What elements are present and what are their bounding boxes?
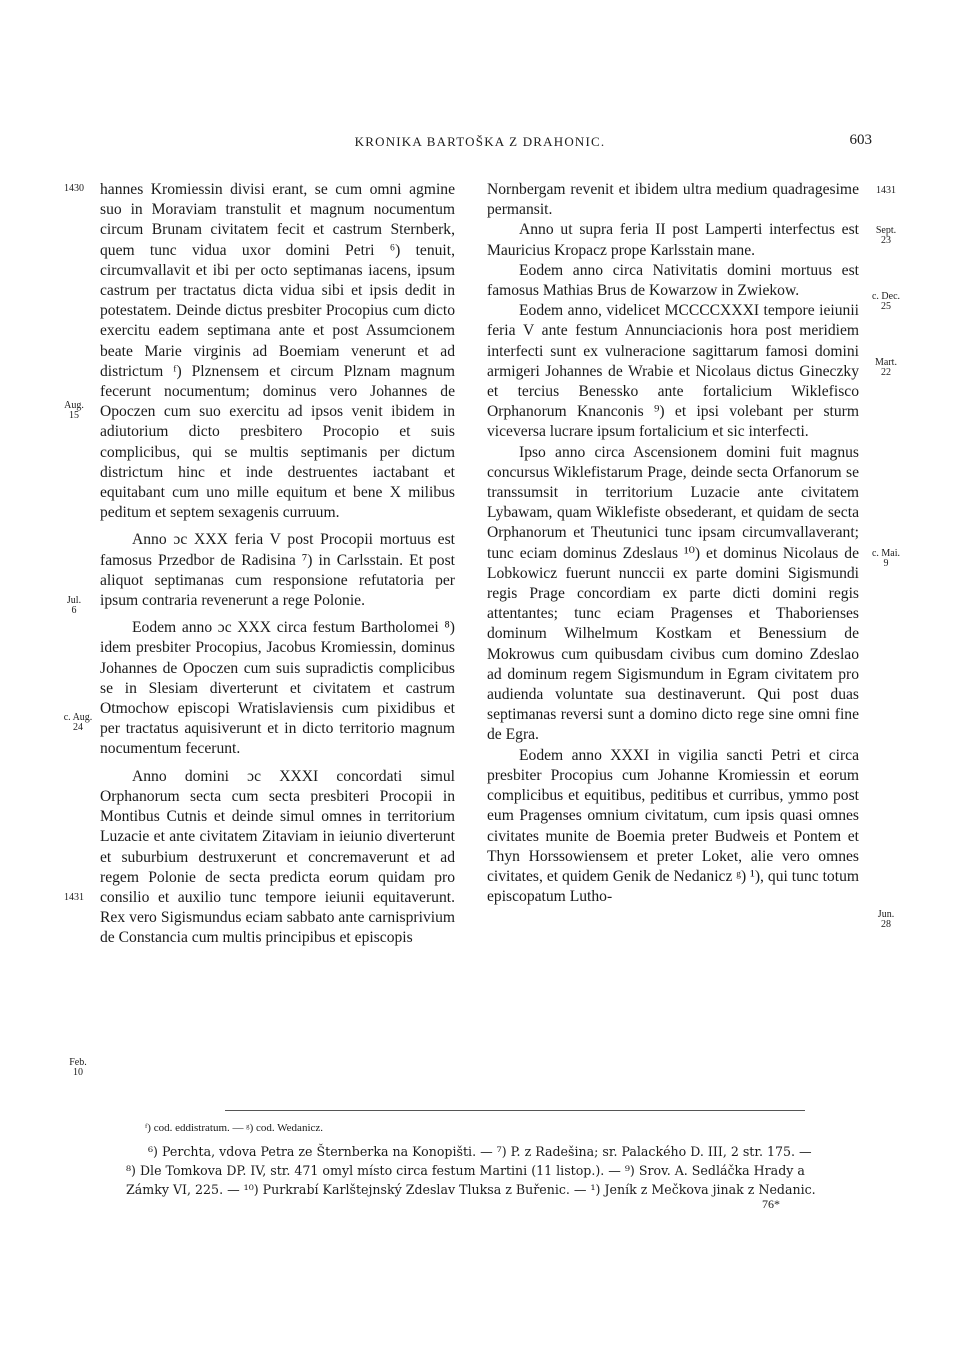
left-paragraph-4: Anno domini ɔc XXXI concordati simul Orphanorum secta cum secta presbiteri Procopii in Montibus Cutnis et deinde simul omnes in territorium Luzacie et ante civitatem Zitaviam in ieiunio diverterunt et suburbium destruxerunt et concremaverunt et ad regem Polonie de secta predicta eorum quidam pro consilio et auxilio tunc tempore ieiunii equitaverunt. Rex vero Sigismundus eciam sabbato ante carnisprivium de Constancia cum multis principibus et episcopis xyxy=(100,767,455,947)
left-paragraph-3: Eodem anno ɔc XXX circa festum Bartholomei ⁸) idem presbiter Procopius, Jacobus Kromiessin, dominus Johannes de Opoczen cum suis supradictis complicibus se in Slesiam diverterunt et civitatem et castrum Otmochow episcopi Wratislaviensis cum pixidibus et per tractatus aquisiverunt et in dicto territorio magnum nocumentum fecerunt. xyxy=(100,619,455,758)
right-paragraph-2: Anno ut supra feria II post Lamperti interfectus est Mauricius Kropacz prope Karlsstain mane. xyxy=(487,221,859,259)
footnote-line: ⁸) Dle Tomkova DP. IV, str. 471 omyl místo circa festum Martini (11 listop.). — ⁹) Srov. A. Sedláčka Hrady a xyxy=(126,1163,805,1178)
right-paragraph-1: Nornbergam revenit et ibidem ultra medium quadragesime permansit. xyxy=(487,181,859,219)
margin-note-left: Aug. 15 xyxy=(64,400,84,421)
right-paragraph-4: Eodem anno, videlicet MCCCCXXXI tempore ieiunii feria V ante festum Annunciacionis hora post meridiem interfecti sunt ex vulneracione sagittarum famosi domini armigeri Johannes de Wrabie et Nicolaus dictus Gineczky et tercius Benessko ante fortalicium Wiklefisco Orphanorum Knanconis ⁹) et ipsi volebant per sturm viceversa lucrare ipsum fortalicium et sic interfecti. xyxy=(487,302,859,441)
margin-note-right: Mart. 22 xyxy=(875,357,897,378)
margin-note-left: Feb. 10 xyxy=(69,1057,87,1078)
left-paragraph-2: Anno ɔc XXX feria V post Procopii mortuus est famosus Przedbor de Radisina ⁷) in Carlsstain. Et post aliquot septimanas cum responsione refutatoria per ipsum contraria revenerunt a rege Polonie. xyxy=(100,531,455,610)
footnote-block xyxy=(126,1142,870,1199)
page-number: 603 xyxy=(849,132,872,148)
margin-note-right: c. Dec. 25 xyxy=(871,291,901,312)
margin-note-left: 1430 xyxy=(64,183,84,194)
margin-note-left: 1431 xyxy=(64,892,84,903)
running-header: KRONIKA BARTOŠKA Z DRAHONIC. xyxy=(354,134,606,149)
right-paragraph-3: Eodem anno circa Nativitatis domini mortuus est famosus Mathias Brus de Kowarzow in Zwiekow. xyxy=(487,261,859,300)
margin-note-right: 1431 xyxy=(876,185,896,196)
signature-mark: 76* xyxy=(762,1197,780,1211)
right-column xyxy=(487,180,859,907)
right-paragraph-6: Eodem anno XXXI in vigilia sancti Petri et circa presbiter Procopius cum Johanne Kromiessin et eorum complicibus et equitibus, peditibus et curribus, ymmo post eum Pragenses omnium civitatum, cum ipsis quasi omnes civitates munite de Boemia preter Budweis et Pontem et Thyn Horssowiensem et preter Loket, alie vero omnes civitates, et quidem Genik de Nedanicz ᵍ) ¹), qui tunc totum episcopatum Lutho- xyxy=(487,746,859,906)
right-paragraph-5: Ipso anno circa Ascensionem domini fuit magnus concursus Wiklefistarum Prage, deinde secta Orfanorum se transsumsit in territorium Luzacie ante civitatem Lybawam, quam Wiklefiste obsederant, et quidam de secta Orphanorum et Theutunici tunc ipsam circumvallaverant; tunc eciam dominus Zdeslaus ¹⁰) et dominus Nicolaus de Lobkowicz fuerunt nunccii ex parte domini Sigismundi regis Prage concordiam ex parte dicti domini regis attentantes; tunc eciam Pragenses et Thaborienses dominum Wilhelmum Kostkam et Benessium de Mokrowus cum quibusdam civibus cum domino Zdeslao ad dominum regem Sigismundum in Egram civitatem pro audienda voluntate sua destinaverunt. Qui post duas septimanas reversi sunt a domino dicto rege sine omni fine de Egra. xyxy=(487,443,859,744)
footnote-line: Zámky VI, 225. — ¹⁰) Purkrabí Karlštejnský Zdeslav Tluksa z Buřenic. — ¹) Jeník z Mečkova jinak z Nedanic. xyxy=(126,1182,816,1197)
margin-note-right: Sept. 23 xyxy=(875,225,897,246)
footnote-line: ⁶) Perchta, vdova Petra ze Šternberka na Konopišti. — ⁷) P. z Radešina; sr. Palackého D. III, 2 str. 175. — xyxy=(148,1144,812,1159)
margin-note-right: Jun. 28 xyxy=(877,909,895,930)
left-paragraph-1: hannes Kromiessin divisi erant, se cum omni agmine suo in Moraviam transtulit et magnum nocumentum circum Brunam civitatem fecit et castrum Sternberk, quem tunc vidua uxor domini Petri ⁶) tenuit, circumvallavit et ibi per octo septimanas iacens, ipsum castrum per tractatus dicta vidua sibi et ipsis dedit in potestatem. Deinde dictus presbiter Procopius cum dicto exercitu eadem septimana ante et post Assumcionem beate Marie virginis ad Boemiam venerunt et ad districtum ᶠ) Plznensem et circum Plznam magnum fecerunt nocumentum; dominus vero Johannes de Opoczen cum suo exercitu ad ipsos venit ibidem in adiutorium dicto presbitero Procopio et suis complicibus, qui se multis septimanis per dictum districtum hinc et inde destruentes iactabant et equitabant cum uno mille equitum et bene X milibus peditum et septem sexagenis curruum. xyxy=(100,181,455,522)
margin-note-left: c. Aug. 24 xyxy=(63,712,93,733)
apparatus-footnote: ᶠ) cod. eddistratum. — ᵍ) cod. Wedanicz. xyxy=(145,1122,324,1134)
footnote-divider xyxy=(225,1110,805,1111)
left-column xyxy=(100,180,455,949)
margin-note-right: c. Mai. 9 xyxy=(871,548,901,569)
margin-note-left: Jul. 6 xyxy=(66,595,82,616)
